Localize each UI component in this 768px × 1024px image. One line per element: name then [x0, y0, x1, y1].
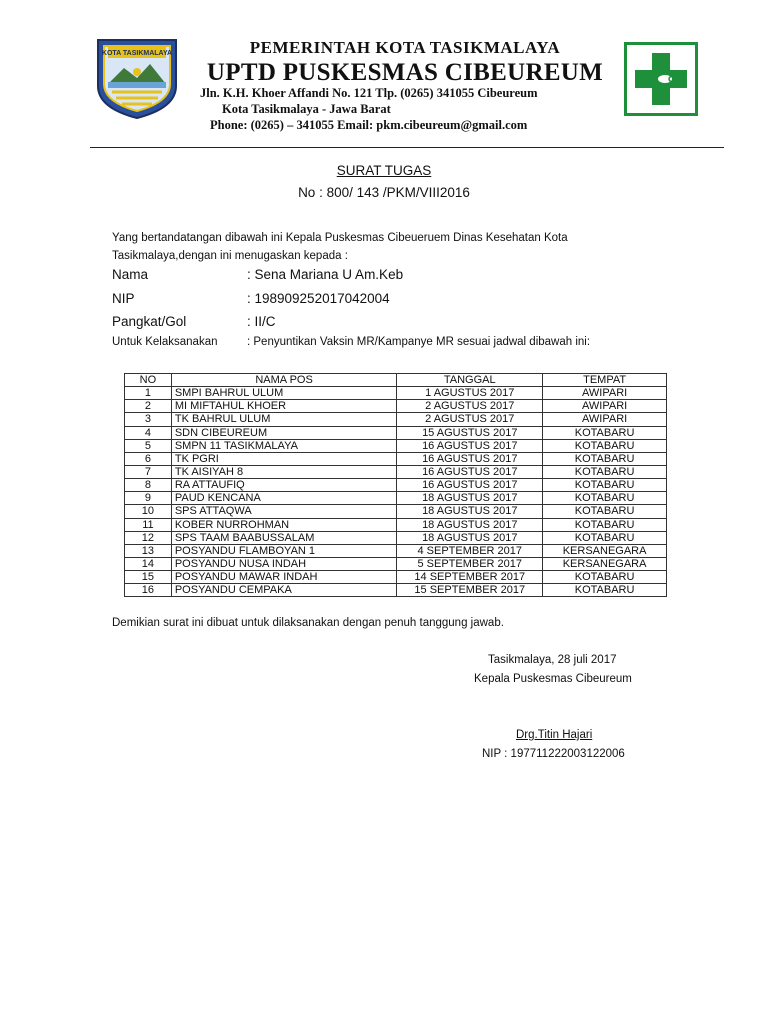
row-tempat: KOTABARU — [543, 452, 667, 465]
row-no: 11 — [125, 518, 172, 531]
row-tanggal: 16 AGUSTUS 2017 — [397, 439, 543, 452]
field-value: : 198909252017042004 — [247, 291, 390, 306]
field-value: : II/C — [247, 314, 276, 329]
row-nama-pos: PAUD KENCANA — [171, 492, 397, 505]
row-tempat: KERSANEGARA — [543, 557, 667, 570]
row-no: 13 — [125, 544, 172, 557]
document-title: SURAT TUGAS — [336, 163, 432, 178]
row-no: 10 — [125, 505, 172, 518]
table-body — [125, 387, 667, 597]
row-no: 15 — [125, 571, 172, 584]
row-tanggal: 2 AGUSTUS 2017 — [397, 413, 543, 426]
city-line: Kota Tasikmalaya - Jawa Barat — [222, 102, 391, 116]
row-nama-pos: POSYANDU MAWAR INDAH — [171, 571, 397, 584]
table-row — [125, 400, 667, 413]
row-nama-pos: TK AISIYAH 8 — [171, 465, 397, 478]
row-no: 7 — [125, 465, 172, 478]
table-row — [125, 584, 667, 597]
svg-text:KOTA TASIKMALAYA: KOTA TASIKMALAYA — [101, 50, 173, 57]
header-tempat: TEMPAT — [543, 374, 667, 387]
row-no: 12 — [125, 531, 172, 544]
row-tanggal: 15 SEPTEMBER 2017 — [397, 584, 543, 597]
row-no: 2 — [125, 400, 172, 413]
table-row — [125, 571, 667, 584]
row-tempat: AWIPARI — [543, 387, 667, 400]
unit-name: UPTD PUSKESMAS CIBEUREUM — [206, 59, 604, 86]
row-tempat: KOTABARU — [543, 518, 667, 531]
row-tanggal: 1 AGUSTUS 2017 — [397, 387, 543, 400]
table-row — [125, 492, 667, 505]
field-value: : Sena Mariana U Am.Keb — [247, 267, 404, 282]
intro-paragraph: Yang bertandatangan dibawah ini Kepala Puskesmas Cibeueruem Dinas Kesehatan Kota Tasikmalaya,dengan ini menugaskan kepada : — [112, 232, 568, 262]
row-tempat: KOTABARU — [543, 505, 667, 518]
table-row — [125, 531, 667, 544]
field-value: : Penyuntikan Vaksin MR/Kampanye MR sesuai jadwal dibawah ini: — [247, 336, 591, 348]
table-row — [125, 413, 667, 426]
table-row — [125, 387, 667, 400]
row-nama-pos: POSYANDU CEMPAKA — [171, 584, 397, 597]
row-nama-pos: SPS ATTAQWA — [171, 505, 397, 518]
row-tanggal: 18 AGUSTUS 2017 — [397, 505, 543, 518]
row-tanggal: 14 SEPTEMBER 2017 — [397, 571, 543, 584]
row-no: 9 — [125, 492, 172, 505]
row-no: 6 — [125, 452, 172, 465]
city-emblem-logo — [94, 36, 180, 120]
table-row — [125, 426, 667, 439]
row-no: 5 — [125, 439, 172, 452]
row-tempat: AWIPARI — [543, 400, 667, 413]
row-nama-pos: POSYANDU FLAMBOYAN 1 — [171, 544, 397, 557]
schedule-table — [124, 373, 667, 597]
row-no: 1 — [125, 387, 172, 400]
row-tanggal: 2 AGUSTUS 2017 — [397, 400, 543, 413]
row-tanggal: 4 SEPTEMBER 2017 — [397, 544, 543, 557]
row-nama-pos: MI MIFTAHUL KHOER — [171, 400, 397, 413]
table-row — [125, 465, 667, 478]
row-tempat: AWIPARI — [543, 413, 667, 426]
table-row — [125, 505, 667, 518]
closing-statement: Demikian surat ini dibuat untuk dilaksanakan dengan penuh tanggung jawab. — [112, 617, 504, 629]
row-nama-pos: POSYANDU NUSA INDAH — [171, 557, 397, 570]
header-divider — [90, 147, 724, 148]
row-no: 16 — [125, 584, 172, 597]
table-row — [125, 439, 667, 452]
signature-title: Kepala Puskesmas Cibeureum — [474, 673, 632, 685]
header-nama-pos: NAMA POS — [171, 374, 397, 387]
row-no: 14 — [125, 557, 172, 570]
row-tanggal: 18 AGUSTUS 2017 — [397, 531, 543, 544]
field-label: NIP — [112, 291, 135, 306]
row-tempat: KOTABARU — [543, 584, 667, 597]
row-tempat: KOTABARU — [543, 492, 667, 505]
row-no: 4 — [125, 426, 172, 439]
row-tempat: KOTABARU — [543, 426, 667, 439]
row-nama-pos: SMPI BAHRUL ULUM — [171, 387, 397, 400]
row-tanggal: 18 AGUSTUS 2017 — [397, 492, 543, 505]
row-nama-pos: TK BAHRUL ULUM — [171, 413, 397, 426]
row-tempat: KERSANEGARA — [543, 544, 667, 557]
row-tanggal: 16 AGUSTUS 2017 — [397, 479, 543, 492]
signatory-nip: NIP : 197711222003122006 — [482, 748, 625, 760]
table-row — [125, 518, 667, 531]
puskesmas-cross-logo — [624, 42, 698, 116]
row-nama-pos: SDN CIBEUREUM — [171, 426, 397, 439]
table-row — [125, 557, 667, 570]
row-nama-pos: SPS TAAM BAABUSSALAM — [171, 531, 397, 544]
field-label: Untuk Kelaksanakan — [112, 336, 218, 348]
field-label: Pangkat/Gol — [112, 314, 187, 329]
row-tempat: KOTABARU — [543, 571, 667, 584]
row-nama-pos: SMPN 11 TASIKMALAYA — [171, 439, 397, 452]
document-number: No : 800/ 143 /PKM/VIII2016 — [298, 185, 470, 200]
row-nama-pos: KOBER NURROHMAN — [171, 518, 397, 531]
table-row — [125, 544, 667, 557]
row-tanggal: 15 AGUSTUS 2017 — [397, 426, 543, 439]
signatory-name: Drg.Titin Hajari — [516, 729, 593, 741]
row-no: 3 — [125, 413, 172, 426]
row-tempat: KOTABARU — [543, 439, 667, 452]
row-tempat: KOTABARU — [543, 465, 667, 478]
signature-place-date: Tasikmalaya, 28 juli 2017 — [488, 654, 617, 666]
table-header-row — [125, 374, 667, 387]
table-row — [125, 479, 667, 492]
header-no: NO — [125, 374, 172, 387]
header-tanggal: TANGGAL — [397, 374, 543, 387]
letterhead — [180, 38, 630, 87]
government-name: PEMERINTAH KOTA TASIKMALAYA — [249, 38, 561, 57]
row-nama-pos: RA ATTAUFIQ — [171, 479, 397, 492]
field-label: Nama — [112, 267, 149, 282]
contact-line: Phone: (0265) – 341055 Email: pkm.cibeureum@gmail.com — [210, 118, 528, 132]
row-nama-pos: TK PGRI — [171, 452, 397, 465]
address-line: Jln. K.H. Khoer Affandi No. 121 Tlp. (0265) 341055 Cibeureum — [200, 86, 538, 100]
table-row — [125, 452, 667, 465]
row-tempat: KOTABARU — [543, 479, 667, 492]
row-no: 8 — [125, 479, 172, 492]
row-tempat: KOTABARU — [543, 531, 667, 544]
row-tanggal: 16 AGUSTUS 2017 — [397, 465, 543, 478]
row-tanggal: 16 AGUSTUS 2017 — [397, 452, 543, 465]
row-tanggal: 18 AGUSTUS 2017 — [397, 518, 543, 531]
row-tanggal: 5 SEPTEMBER 2017 — [397, 557, 543, 570]
